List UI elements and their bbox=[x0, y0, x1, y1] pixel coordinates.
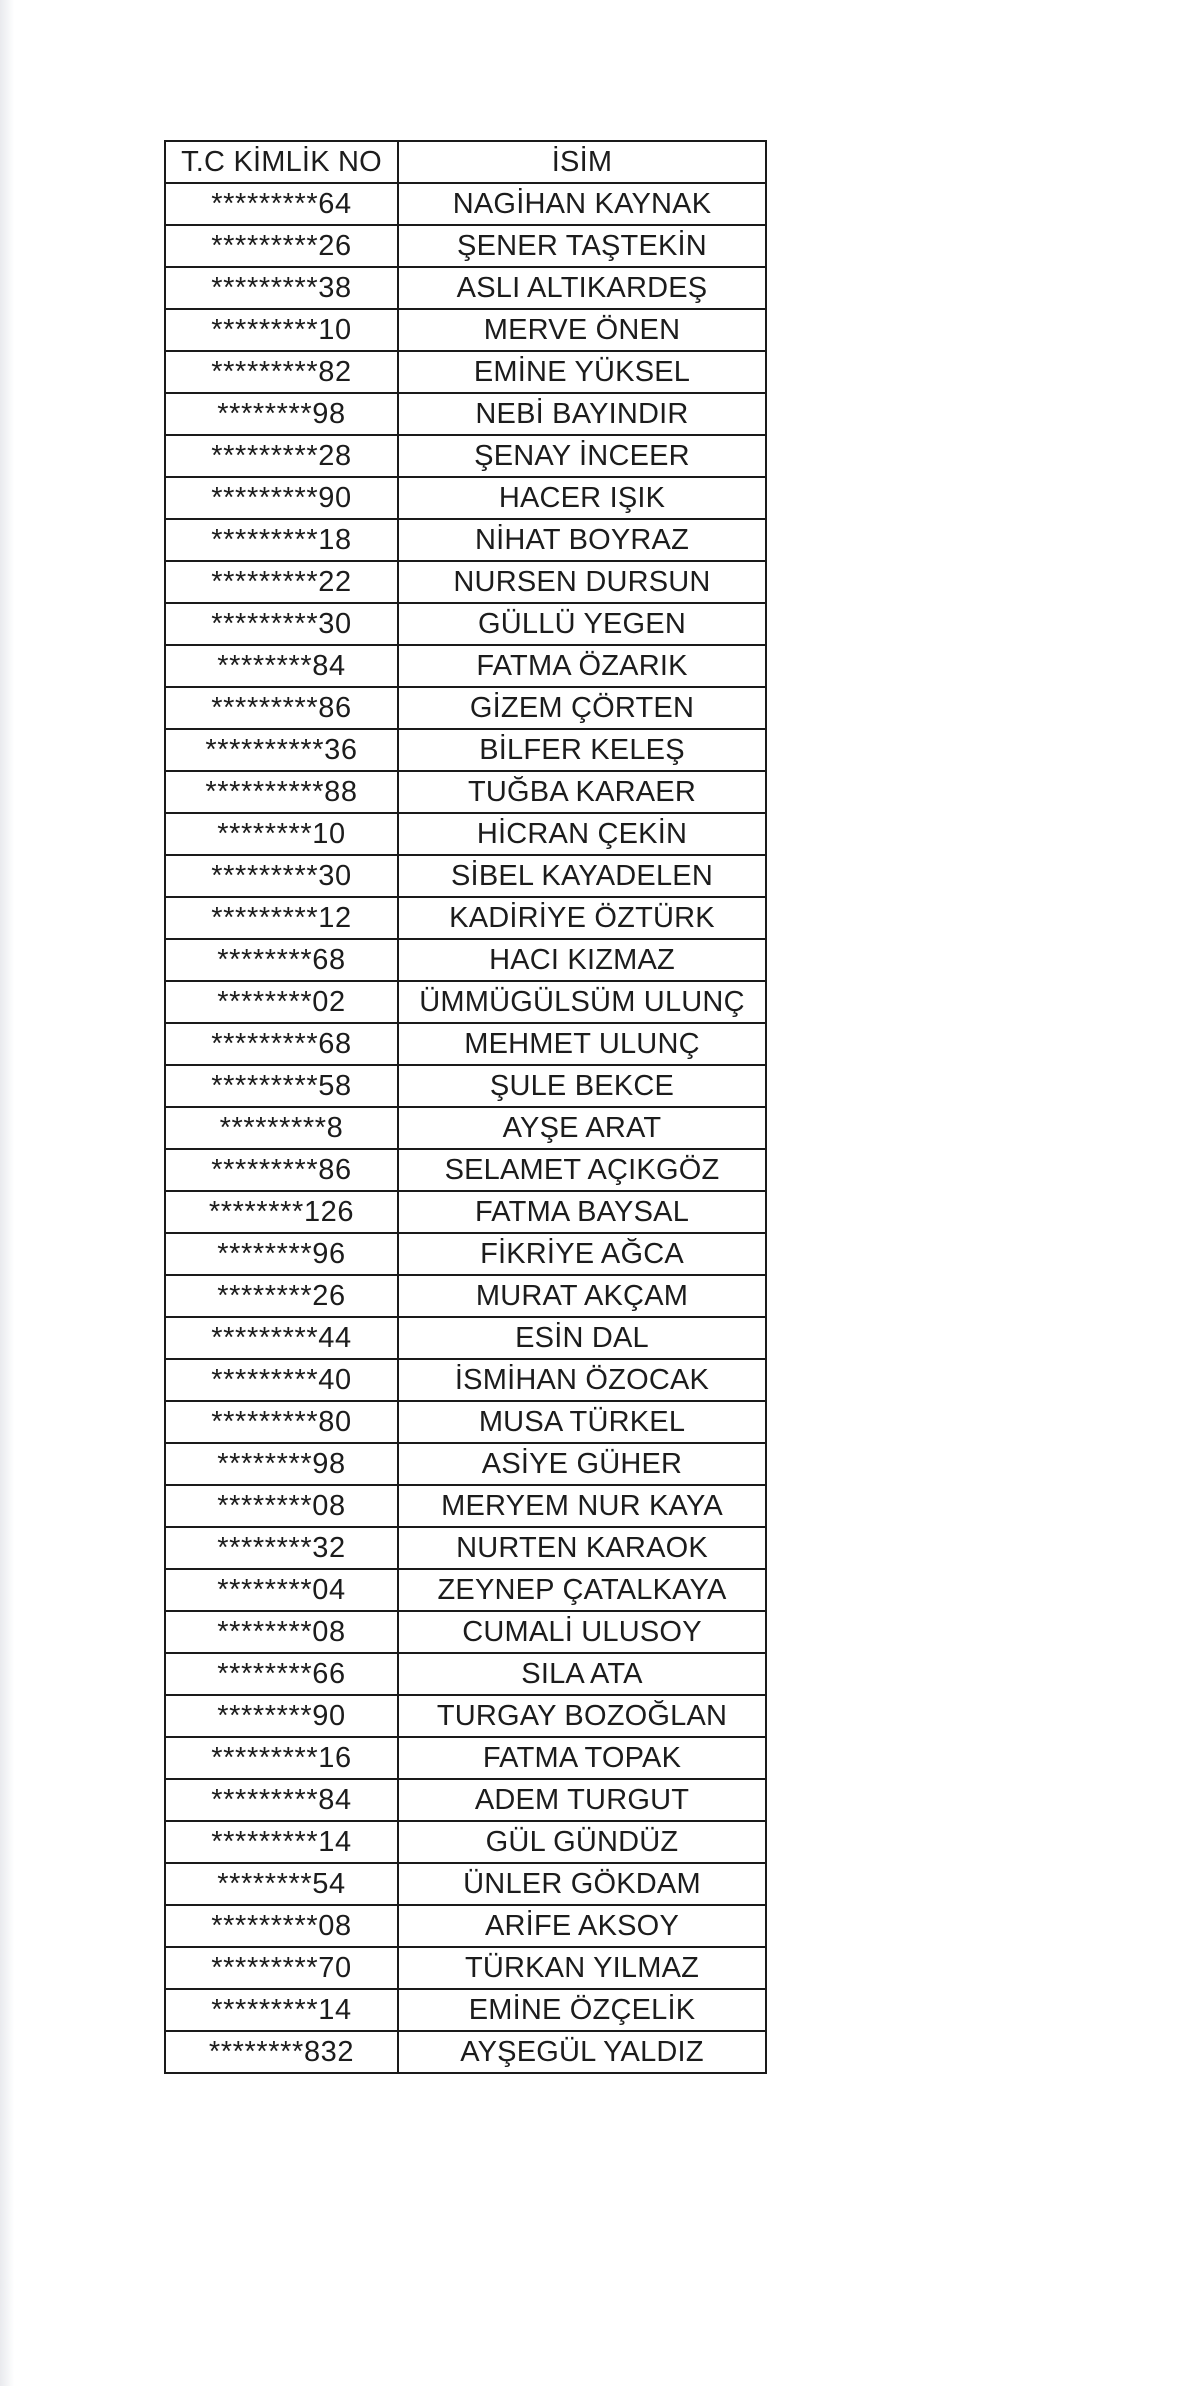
tc-kimlik-no-cell: ********02 bbox=[165, 981, 398, 1023]
isim-cell: EMİNE YÜKSEL bbox=[398, 351, 766, 393]
isim-cell: FATMA TOPAK bbox=[398, 1737, 766, 1779]
tc-kimlik-no-cell: *********86 bbox=[165, 1149, 398, 1191]
table-row bbox=[165, 561, 766, 603]
tc-kimlik-no-cell: ********90 bbox=[165, 1695, 398, 1737]
table-row bbox=[165, 1863, 766, 1905]
isim-cell: MEHMET ULUNÇ bbox=[398, 1023, 766, 1065]
table-row bbox=[165, 1947, 766, 1989]
isim-cell: NİHAT BOYRAZ bbox=[398, 519, 766, 561]
header-row bbox=[165, 141, 766, 183]
table-row bbox=[165, 225, 766, 267]
isim-cell: MERVE ÖNEN bbox=[398, 309, 766, 351]
table-row bbox=[165, 477, 766, 519]
isim-cell: MURAT AKÇAM bbox=[398, 1275, 766, 1317]
table-row bbox=[165, 1485, 766, 1527]
isim-cell: NEBİ BAYINDIR bbox=[398, 393, 766, 435]
table-row bbox=[165, 771, 766, 813]
kimlik-isim-table bbox=[164, 140, 767, 2074]
isim-cell: SILA ATA bbox=[398, 1653, 766, 1695]
tc-kimlik-no-cell: ********08 bbox=[165, 1611, 398, 1653]
table-row bbox=[165, 519, 766, 561]
table-row bbox=[165, 267, 766, 309]
table-row bbox=[165, 1065, 766, 1107]
table-row bbox=[165, 1569, 766, 1611]
table-row bbox=[165, 855, 766, 897]
isim-cell: ÜMMÜGÜLSÜM ULUNÇ bbox=[398, 981, 766, 1023]
isim-cell: NURSEN DURSUN bbox=[398, 561, 766, 603]
tc-kimlik-no-cell: *********30 bbox=[165, 855, 398, 897]
isim-cell: ŞULE BEKCE bbox=[398, 1065, 766, 1107]
isim-cell: FİKRİYE AĞCA bbox=[398, 1233, 766, 1275]
page-edge-shadow bbox=[0, 0, 14, 2386]
tc-kimlik-no-cell: ********04 bbox=[165, 1569, 398, 1611]
tc-kimlik-no-cell: *********12 bbox=[165, 897, 398, 939]
table-row bbox=[165, 1821, 766, 1863]
table-row bbox=[165, 981, 766, 1023]
isim-cell: SİBEL KAYADELEN bbox=[398, 855, 766, 897]
tc-kimlik-no-cell: *********64 bbox=[165, 183, 398, 225]
tc-kimlik-no-cell: *********58 bbox=[165, 1065, 398, 1107]
isim-cell: TUĞBA KARAER bbox=[398, 771, 766, 813]
isim-cell: CUMALİ ULUSOY bbox=[398, 1611, 766, 1653]
isim-cell: TÜRKAN YILMAZ bbox=[398, 1947, 766, 1989]
table-row bbox=[165, 1611, 766, 1653]
tc-kimlik-no-cell: ********26 bbox=[165, 1275, 398, 1317]
isim-cell: SELAMET AÇIKGÖZ bbox=[398, 1149, 766, 1191]
table-row bbox=[165, 435, 766, 477]
tc-kimlik-no-cell: *********28 bbox=[165, 435, 398, 477]
table-row bbox=[165, 1695, 766, 1737]
table-row bbox=[165, 1905, 766, 1947]
table-row bbox=[165, 1107, 766, 1149]
isim-cell: HACI KIZMAZ bbox=[398, 939, 766, 981]
tc-kimlik-no-cell: ********08 bbox=[165, 1485, 398, 1527]
isim-cell: ADEM TURGUT bbox=[398, 1779, 766, 1821]
table-row bbox=[165, 1989, 766, 2031]
table-header bbox=[165, 141, 766, 183]
tc-kimlik-no-cell: *********44 bbox=[165, 1317, 398, 1359]
isim-cell: İSMİHAN ÖZOCAK bbox=[398, 1359, 766, 1401]
table-row bbox=[165, 1527, 766, 1569]
isim-cell: GÜL GÜNDÜZ bbox=[398, 1821, 766, 1863]
tc-kimlik-no-cell: *********18 bbox=[165, 519, 398, 561]
tc-kimlik-no-cell: *********84 bbox=[165, 1779, 398, 1821]
table-body bbox=[165, 183, 766, 2073]
tc-kimlik-no-cell: ********98 bbox=[165, 1443, 398, 1485]
tc-kimlik-no-cell: *********90 bbox=[165, 477, 398, 519]
table-row bbox=[165, 1779, 766, 1821]
isim-cell: HİCRAN ÇEKİN bbox=[398, 813, 766, 855]
table-row bbox=[165, 813, 766, 855]
table-row bbox=[165, 645, 766, 687]
tc-kimlik-no-cell: ********54 bbox=[165, 1863, 398, 1905]
tc-kimlik-no-cell: ********84 bbox=[165, 645, 398, 687]
isim-cell: KADİRİYE ÖZTÜRK bbox=[398, 897, 766, 939]
table-row bbox=[165, 729, 766, 771]
table-row bbox=[165, 1359, 766, 1401]
table-row bbox=[165, 603, 766, 645]
header-tc-kimlik-no: T.C KİMLİK NO bbox=[165, 141, 398, 183]
tc-kimlik-no-cell: ********832 bbox=[165, 2031, 398, 2073]
isim-cell: ÜNLER GÖKDAM bbox=[398, 1863, 766, 1905]
isim-cell: GÜLLÜ YEGEN bbox=[398, 603, 766, 645]
isim-cell: ZEYNEP ÇATALKAYA bbox=[398, 1569, 766, 1611]
isim-cell: GİZEM ÇÖRTEN bbox=[398, 687, 766, 729]
tc-kimlik-no-cell: *********8 bbox=[165, 1107, 398, 1149]
table-row bbox=[165, 183, 766, 225]
table-row bbox=[165, 1149, 766, 1191]
table-row bbox=[165, 1191, 766, 1233]
tc-kimlik-no-cell: ********96 bbox=[165, 1233, 398, 1275]
isim-cell: BİLFER KELEŞ bbox=[398, 729, 766, 771]
table-row bbox=[165, 687, 766, 729]
tc-kimlik-no-cell: *********70 bbox=[165, 1947, 398, 1989]
tc-kimlik-no-cell: ********10 bbox=[165, 813, 398, 855]
tc-kimlik-no-cell: **********88 bbox=[165, 771, 398, 813]
tc-kimlik-no-cell: *********82 bbox=[165, 351, 398, 393]
isim-cell: ŞENAY İNCEER bbox=[398, 435, 766, 477]
tc-kimlik-no-cell: *********16 bbox=[165, 1737, 398, 1779]
isim-cell: NAGİHAN KAYNAK bbox=[398, 183, 766, 225]
table-row bbox=[165, 1023, 766, 1065]
table-row bbox=[165, 1737, 766, 1779]
table-row bbox=[165, 1401, 766, 1443]
tc-kimlik-no-cell: *********40 bbox=[165, 1359, 398, 1401]
header-isim: İSİM bbox=[398, 141, 766, 183]
tc-kimlik-no-cell: ********32 bbox=[165, 1527, 398, 1569]
isim-cell: HACER IŞIK bbox=[398, 477, 766, 519]
isim-cell: MERYEM NUR KAYA bbox=[398, 1485, 766, 1527]
isim-cell: AYŞE ARAT bbox=[398, 1107, 766, 1149]
tc-kimlik-no-cell: *********10 bbox=[165, 309, 398, 351]
isim-cell: MUSA TÜRKEL bbox=[398, 1401, 766, 1443]
tc-kimlik-no-cell: ********68 bbox=[165, 939, 398, 981]
tc-kimlik-no-cell: *********22 bbox=[165, 561, 398, 603]
isim-cell: ŞENER TAŞTEKİN bbox=[398, 225, 766, 267]
tc-kimlik-no-cell: *********14 bbox=[165, 1821, 398, 1863]
isim-cell: FATMA BAYSAL bbox=[398, 1191, 766, 1233]
isim-cell: ESİN DAL bbox=[398, 1317, 766, 1359]
table-row bbox=[165, 1233, 766, 1275]
table-row bbox=[165, 1275, 766, 1317]
isim-cell: EMİNE ÖZÇELİK bbox=[398, 1989, 766, 2031]
tc-kimlik-no-cell: *********26 bbox=[165, 225, 398, 267]
isim-cell: ASİYE GÜHER bbox=[398, 1443, 766, 1485]
table-row bbox=[165, 939, 766, 981]
table-row bbox=[165, 309, 766, 351]
table-row bbox=[165, 897, 766, 939]
tc-kimlik-no-cell: *********14 bbox=[165, 1989, 398, 2031]
isim-cell: AYŞEGÜL YALDIZ bbox=[398, 2031, 766, 2073]
tc-kimlik-no-cell: *********08 bbox=[165, 1905, 398, 1947]
isim-cell: ARİFE AKSOY bbox=[398, 1905, 766, 1947]
tc-kimlik-no-cell: *********68 bbox=[165, 1023, 398, 1065]
table-row bbox=[165, 2031, 766, 2073]
tc-kimlik-no-cell: **********36 bbox=[165, 729, 398, 771]
table-row bbox=[165, 1653, 766, 1695]
isim-cell: ASLI ALTIKARDEŞ bbox=[398, 267, 766, 309]
table-row bbox=[165, 1317, 766, 1359]
tc-kimlik-no-cell: ********98 bbox=[165, 393, 398, 435]
table-row bbox=[165, 1443, 766, 1485]
tc-kimlik-no-cell: ********66 bbox=[165, 1653, 398, 1695]
isim-cell: TURGAY BOZOĞLAN bbox=[398, 1695, 766, 1737]
tc-kimlik-no-cell: *********38 bbox=[165, 267, 398, 309]
tc-kimlik-no-cell: *********86 bbox=[165, 687, 398, 729]
table-row bbox=[165, 351, 766, 393]
tc-kimlik-no-cell: *********80 bbox=[165, 1401, 398, 1443]
isim-cell: NURTEN KARAOK bbox=[398, 1527, 766, 1569]
table-row bbox=[165, 393, 766, 435]
isim-cell: FATMA ÖZARIK bbox=[398, 645, 766, 687]
tc-kimlik-no-cell: ********126 bbox=[165, 1191, 398, 1233]
tc-kimlik-no-cell: *********30 bbox=[165, 603, 398, 645]
